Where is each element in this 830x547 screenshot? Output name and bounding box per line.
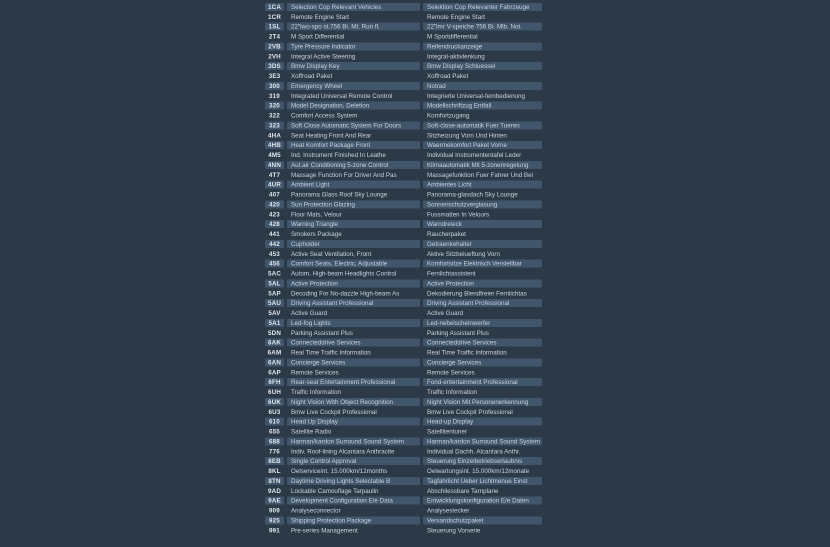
option-description-de: Steuerung Einzelbetriebserlaubnis <box>423 457 542 465</box>
option-code: 3E3 <box>268 72 281 80</box>
table-row <box>265 51 542 61</box>
table-row <box>265 407 542 417</box>
option-code: 991 <box>269 526 280 534</box>
option-description-en: Smokers Package <box>291 230 342 238</box>
option-description-de: Komfortsitze Elektrisch Verstellbar <box>423 260 542 268</box>
option-code: 5A1 <box>265 319 284 327</box>
option-description-de: Sonnenschutzverglasung <box>423 200 542 208</box>
option-code: 4UR <box>265 181 284 189</box>
table-row <box>265 358 542 368</box>
option-description-en: Active Guard <box>291 309 328 317</box>
table-row <box>265 348 542 358</box>
option-description-en: Selection Cop Relevant Vehicles <box>287 3 420 11</box>
option-description-en: Concierge Services <box>287 358 420 366</box>
option-code: 8EB <box>265 457 284 465</box>
table-row <box>265 42 542 52</box>
option-description-de: Raucherpaket <box>427 230 466 238</box>
option-description-en: Soft Close Automatic System For Doors <box>287 121 420 129</box>
option-description-de: Abschliessbare Tarnplane <box>427 487 499 495</box>
option-description-de: Modellschriftzug Entfall <box>423 102 542 110</box>
table-row <box>265 496 542 506</box>
option-description-en: Connecteddrive Services <box>287 339 420 347</box>
option-code: 4HA <box>268 131 281 139</box>
option-description-de: Connecteddrive Services <box>423 339 542 347</box>
option-description-de: Analysestecker <box>427 507 470 515</box>
option-description-en: Bmw Display Key <box>287 62 420 70</box>
table-row <box>265 2 542 12</box>
option-description-de: Sitzheizung Vorn Und Hinten <box>427 131 507 139</box>
option-code: 320 <box>265 102 284 110</box>
table-row <box>265 200 542 210</box>
option-description-en: Parking Assistant Plus <box>291 329 353 337</box>
table-row <box>265 101 542 111</box>
table-row <box>265 387 542 397</box>
table-row <box>265 12 542 22</box>
option-description-de: Oelwartungsint. 15.000km/12monate <box>427 467 530 475</box>
option-description-de: Panorama-glasdach Sky Lounge <box>427 191 518 199</box>
option-code: 776 <box>269 447 280 455</box>
option-code: 8TN <box>265 477 284 485</box>
option-description-de: Massagefunktion Fuer Fahrer Und Bei <box>427 171 533 179</box>
option-description-en: Development Configuration E/e Data <box>287 497 420 505</box>
option-description-en: Emergency Wheel <box>287 82 420 90</box>
option-description-de: Warndreieck <box>423 220 542 228</box>
option-code: 655 <box>269 428 280 436</box>
table-row <box>265 130 542 140</box>
option-code: 2T4 <box>268 33 281 41</box>
option-description-en: Ind. Instrument Finished In Leathe <box>291 151 386 159</box>
option-description-de: Active Guard <box>427 309 464 317</box>
option-description-de: Real Time Traffic Information <box>427 349 507 357</box>
option-description-de: Fernlichtassistent <box>427 270 476 278</box>
option-code: 5DN <box>268 329 281 337</box>
option-description-en: Aut.air Conditioning 5-zone Control <box>287 161 420 169</box>
option-code: 1CA <box>265 3 284 11</box>
option-description-de: Ambientes Licht <box>423 181 542 189</box>
option-description-en: Lockable Camouflage Tarpaulin <box>291 487 379 495</box>
option-code: 323 <box>265 121 284 129</box>
option-code: 5AL <box>265 279 284 287</box>
option-description-en: Traffic Information <box>291 388 342 396</box>
table-row <box>265 288 542 298</box>
table-row <box>265 486 542 496</box>
option-description-de: Active Protection <box>423 279 542 287</box>
option-description-de: Reifendruckanzeige <box>423 42 542 50</box>
option-description-en: Satellite Radio <box>291 428 332 436</box>
option-description-de: Getraenkehalter <box>423 240 542 248</box>
table-row <box>265 81 542 91</box>
option-code: 6UH <box>268 388 281 396</box>
table-row <box>265 32 542 42</box>
option-description-en: Remote Engine Start <box>291 13 350 21</box>
table-row <box>265 269 542 279</box>
table-row <box>265 466 542 476</box>
table-row <box>265 279 542 289</box>
table-row <box>265 367 542 377</box>
option-description-en: Head Up Display <box>287 418 420 426</box>
table-row <box>265 427 542 437</box>
option-code: 5AU <box>265 299 284 307</box>
table-row <box>265 377 542 387</box>
option-description-en: Harman/kardon Surround Sound System <box>287 437 420 445</box>
table-row <box>265 249 542 259</box>
option-code: 610 <box>265 418 284 426</box>
option-code: 3DS <box>265 62 284 70</box>
option-code: 442 <box>265 240 284 248</box>
option-code: 5AC <box>268 270 281 278</box>
option-code: 423 <box>269 210 280 218</box>
option-code: 420 <box>265 200 284 208</box>
option-code: 8KL <box>268 467 281 475</box>
option-description-en: Ambient Light <box>287 181 420 189</box>
option-description-en: Active Seat Ventilation, Front <box>291 250 372 258</box>
option-description-de: Integrierte Universal-fernbedienung <box>427 92 525 100</box>
vehicle-options-table <box>265 2 542 535</box>
option-description-en: Oelserviceint. 15.000km/12months <box>291 467 388 475</box>
table-row <box>265 22 542 32</box>
option-description-de: Bmw Live Cockpit Professional <box>427 408 513 416</box>
option-description-de: Komfortzugang <box>427 112 470 120</box>
option-description-de: Remote Services <box>427 368 475 376</box>
table-row <box>265 417 542 427</box>
table-row <box>265 160 542 170</box>
option-description-de: Led-nebelscheinwerfer <box>423 319 542 327</box>
table-row <box>265 121 542 131</box>
option-description-de: Satellitentuner <box>427 428 467 436</box>
option-code: 4NN <box>265 161 284 169</box>
option-description-en: Seat Heating Front And Rear <box>291 131 372 139</box>
option-description-en: Led-fog Lights <box>287 319 420 327</box>
option-code: 5AV <box>268 309 281 317</box>
option-description-en: Pre-series Management <box>291 526 358 534</box>
option-description-en: Panorama Glass Roof Sky Lounge <box>291 191 388 199</box>
option-code: 1CR <box>268 13 281 21</box>
table-row <box>265 338 542 348</box>
option-description-de: Fussmatten In Velours <box>427 210 490 218</box>
table-row <box>265 190 542 200</box>
option-description-en: Massage Function For Driver And Pas <box>291 171 397 179</box>
option-description-de: Concierge Services <box>423 358 542 366</box>
option-description-de: 22"lmr V-speiche 756 Bi. Mlb. Not. <box>423 23 542 31</box>
table-row <box>265 239 542 249</box>
option-description-en: Analyseconnector <box>291 507 341 515</box>
option-description-de: M Sportdifferential <box>427 33 478 41</box>
option-description-en: Remote Services <box>291 368 339 376</box>
option-description-de: Individual Instrumententafel Leder <box>427 151 522 159</box>
table-row <box>265 150 542 160</box>
option-description-de: Soft-close-automatik Fuer Tueren <box>423 121 542 129</box>
option-code: 6AK <box>265 339 284 347</box>
option-code: 6AP <box>268 368 281 376</box>
table-row <box>265 61 542 71</box>
option-description-de: Head-up Display <box>423 418 542 426</box>
option-code: 9AE <box>265 497 284 505</box>
option-description-en: Single Control Approval <box>287 457 420 465</box>
option-description-en: Driving Assistant Professional <box>287 299 420 307</box>
table-row <box>265 259 542 269</box>
table-row <box>265 446 542 456</box>
option-description-de: Aktive Sitzbelueftung Vorn <box>427 250 500 258</box>
option-description-en: Comfort Access System <box>291 112 358 120</box>
option-description-en: Comfort Seats, Electric, Adjustable <box>287 260 420 268</box>
table-row <box>265 170 542 180</box>
option-code: 300 <box>265 82 284 90</box>
option-description-de: Integral-aktivlenkung <box>427 52 485 60</box>
table-row <box>265 456 542 466</box>
table-row <box>265 219 542 229</box>
option-description-en: Daytime Driving Lights Selectable B <box>287 477 420 485</box>
table-row <box>265 328 542 338</box>
option-description-en: Bmw Live Cockpit Professional <box>291 408 377 416</box>
option-description-en: Cupholder <box>287 240 420 248</box>
option-description-de: Traffic Information <box>427 388 478 396</box>
option-description-en: Integral Active Steering <box>291 52 356 60</box>
option-description-en: M Sport Differential <box>291 33 345 41</box>
option-code: 456 <box>265 260 284 268</box>
table-row <box>265 397 542 407</box>
option-description-en: Autom. High-beam Headlights Control <box>291 270 397 278</box>
option-description-de: Versandschutzpaket <box>423 516 542 524</box>
option-code: 4M5 <box>268 151 281 159</box>
table-row <box>265 476 542 486</box>
option-code: 319 <box>269 92 280 100</box>
option-description-de: Entwicklungskonfiguration E/e Daten <box>423 497 542 505</box>
table-row <box>265 180 542 190</box>
option-description-de: Bmw Display Schluessel <box>423 62 542 70</box>
option-description-en: Rear-seat Entertainment Professional <box>287 378 420 386</box>
option-description-en: Decoding For No-dazzle High-beam As <box>291 289 400 297</box>
option-description-de: Steuerung Vorserie <box>427 526 481 534</box>
table-row <box>265 506 542 516</box>
option-code: 4HB <box>265 141 284 149</box>
option-code: 909 <box>269 507 280 515</box>
option-description-en: Heat Komfort Package Front <box>287 141 420 149</box>
option-code: 925 <box>265 516 284 524</box>
option-description-de: Remote Engine Start <box>427 13 486 21</box>
option-code: 6AM <box>267 349 282 357</box>
option-description-en: Floor Mats, Velour <box>291 210 342 218</box>
option-description-en: Warning Triangle <box>287 220 420 228</box>
option-code: 407 <box>269 191 280 199</box>
option-description-en: Indiv. Roof-lining Alcantara Anthracite <box>291 447 395 455</box>
option-description-de: Selektion Cop Relevanter Fahrzeuge <box>423 3 542 11</box>
option-description-en: Sun Protection Glazing <box>287 200 420 208</box>
option-description-de: Harman/kardon Surround Sound System <box>423 437 542 445</box>
table-row <box>265 298 542 308</box>
option-code: 1SL <box>265 23 284 31</box>
option-description-en: 22"lwo-spo st.756 Bi. Mt. Run fl. <box>287 23 420 31</box>
option-description-de: Individual Dachh. Alcantara Anthr. <box>427 447 521 455</box>
option-description-en: Integrated Universal Remote Control <box>291 92 393 100</box>
table-row <box>265 229 542 239</box>
option-code: 6UK <box>265 398 284 406</box>
option-code: 441 <box>269 230 280 238</box>
option-code: 428 <box>265 220 284 228</box>
option-description-de: Klimaautomatik Mit 5-zonenregelung <box>423 161 542 169</box>
table-row <box>265 318 542 328</box>
option-description-de: Tagfahrlicht Ueber Lichtmenue Einst <box>423 477 542 485</box>
table-row <box>265 525 542 535</box>
option-code: 5AP <box>268 289 281 297</box>
option-code: 9AD <box>268 487 281 495</box>
option-description-en: Active Protection <box>287 279 420 287</box>
option-code: 453 <box>269 250 280 258</box>
option-description-en: Xoffroad Paket <box>291 72 333 80</box>
option-code: 6FH <box>265 378 284 386</box>
option-description-de: Driving Assistant Professional <box>423 299 542 307</box>
option-description-de: Notrad <box>423 82 542 90</box>
table-row <box>265 71 542 81</box>
option-code: 322 <box>269 112 280 120</box>
option-code: 2VB <box>265 42 284 50</box>
table-row <box>265 516 542 526</box>
option-description-de: Night Vision Mit Personenerkennung <box>423 398 542 406</box>
option-description-de: Dekodierung Blendfreier Fernlichtas <box>427 289 527 297</box>
option-description-de: Waermekomfort Paket Vorne <box>423 141 542 149</box>
table-row <box>265 140 542 150</box>
option-description-de: Xoffroad Paket <box>427 72 469 80</box>
table-row <box>265 308 542 318</box>
option-code: 6AN <box>265 358 284 366</box>
option-code: 4T7 <box>268 171 281 179</box>
option-description-de: Fond-entertainment Professional <box>423 378 542 386</box>
option-description-en: Tyre Pressure Indicator <box>287 42 420 50</box>
table-row <box>265 437 542 447</box>
option-code: 6U3 <box>268 408 281 416</box>
option-code: 2VH <box>268 52 281 60</box>
option-description-en: Night Vision With Object Recognition <box>287 398 420 406</box>
table-row <box>265 111 542 121</box>
table-row <box>265 209 542 219</box>
table-row <box>265 91 542 101</box>
option-description-en: Model Designation, Deletion <box>287 102 420 110</box>
option-code: 688 <box>265 437 284 445</box>
option-description-en: Real Time Traffic Information <box>291 349 371 357</box>
option-description-de: Parking Assistant Plus <box>427 329 489 337</box>
option-description-en: Shipping Protection Package <box>287 516 420 524</box>
